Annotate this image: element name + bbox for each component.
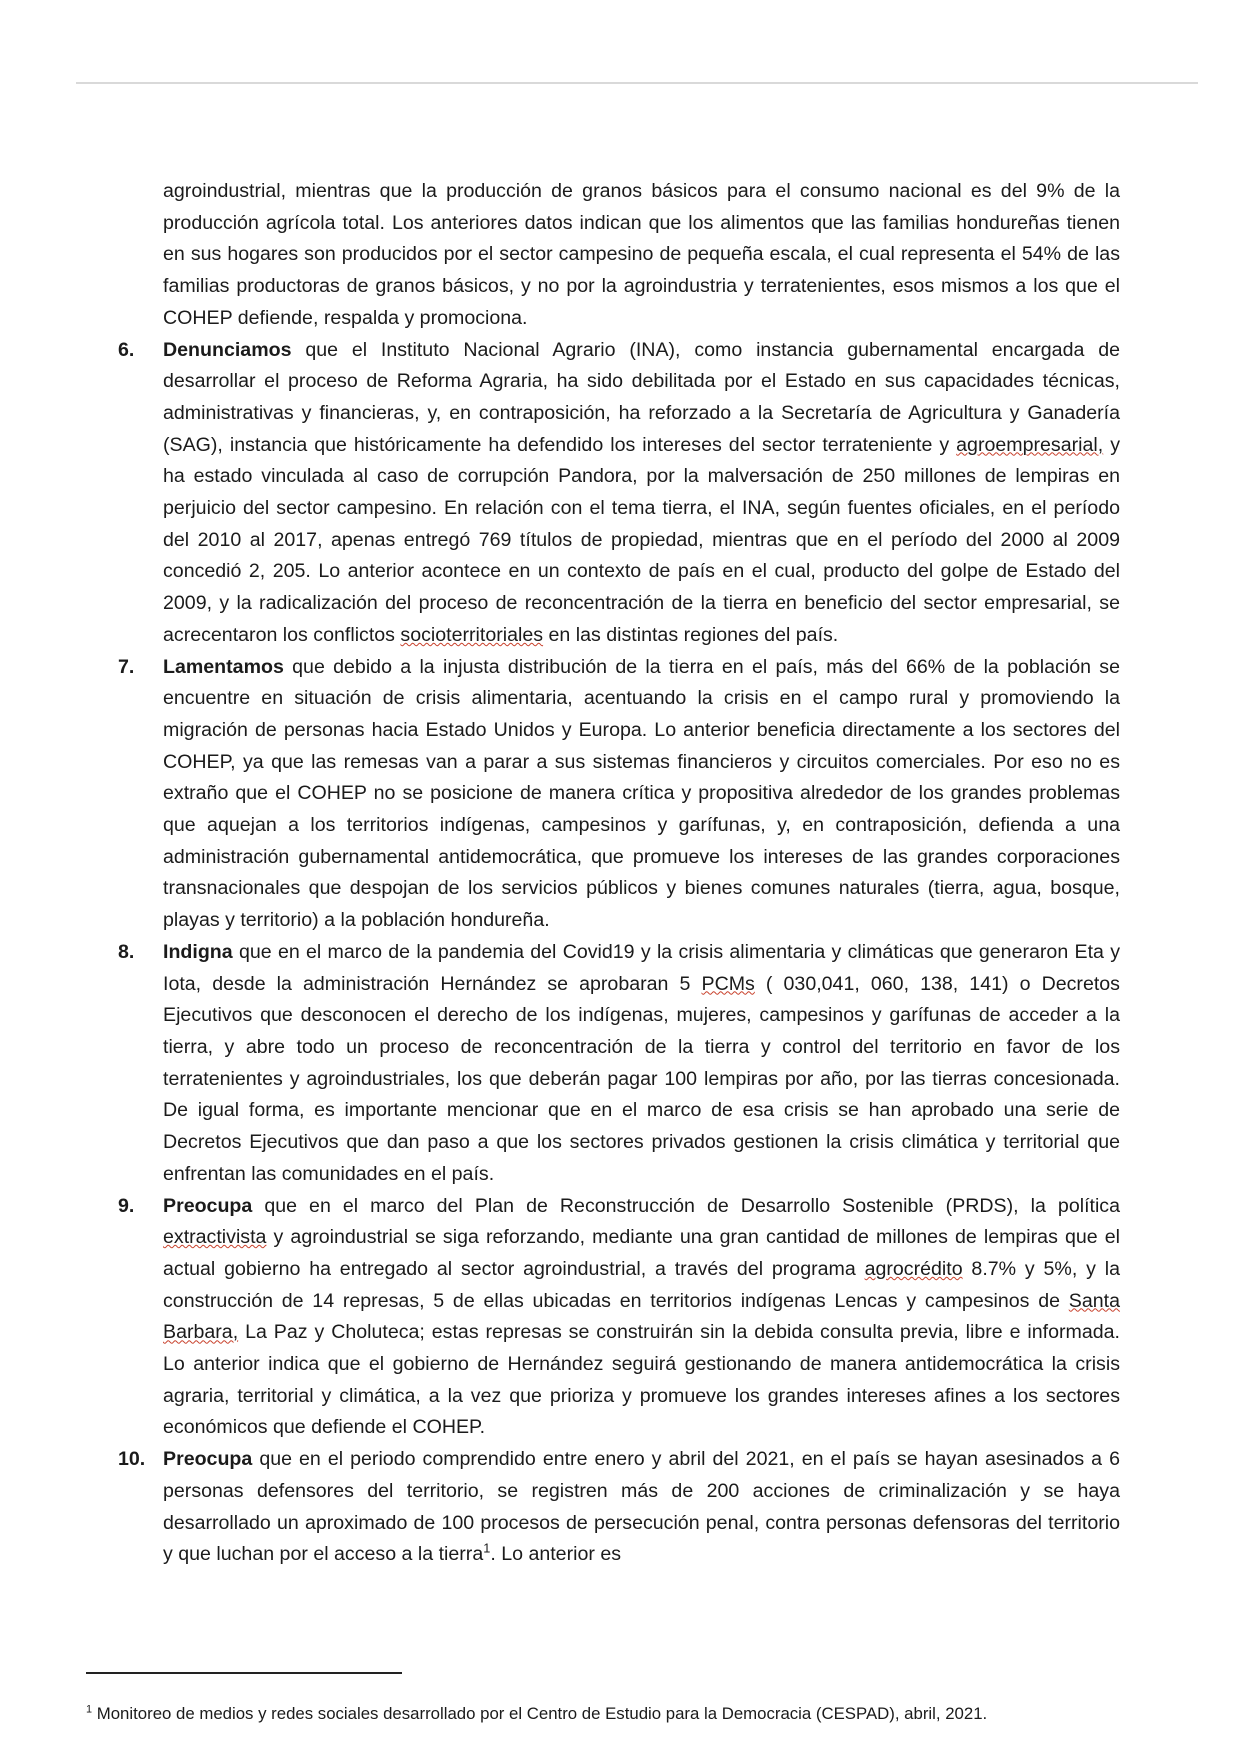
document-body [118,176,1120,1571]
item-lead: Preocupa [163,1448,253,1471]
item-text [163,335,1120,652]
footnote-reference[interactable]: 1 [483,1540,491,1556]
item-text-run: ( 030,041, 060, 138, 141) o Decretos Ejecutivos que desconocen el derecho de los indígenas, mujeres, campesinos y garífunas de acceder a la tierra, y abre todo un proceso de reconcentración de la tierra y control del territorio en favor de los terratenientes y agroindustriales, los que deberán pagar 100 lempiras por año, por las tierras concesionada. De igual forma, es importante mencionar que en el marco de esa crisis se han aprobado una serie de Decretos Ejecutivos que dan paso a que los sectores privados gestionen la crisis climática y territorial que enfrentan las comunidades en el país. [163,972,1120,1185]
spellcheck-word: agrocrédito [864,1257,963,1280]
list-item-7 [118,652,1120,937]
intro-paragraph: agroindustrial, mientras que la producción de granos básicos para el consumo nacional es del 9% de la producción agrícola total. Los anteriores datos indican que los alimentos que las familias hondureñas tienen en sus hogares son producidos por el sector campesino de pequeña escala, el cual representa el 54% de las familias productoras de granos básicos, y no por la agroindustria y terratenientes, esos mismos a los que el COHEP defiende, respalda y promociona. [163,180,1120,329]
item-text [163,1444,1120,1571]
item-text [163,937,1120,1191]
item-text-run: y ha estado vinculada al caso de corrupción Pandora, por la malversación de 250 millones de lempiras en perjuicio del sector campesino. En relación con el tema tierra, el INA, según fuentes oficiales, en el período del 2010 al 2017, apenas entregó 769 títulos de propiedad, mientras que en el período del 2000 al 2009 concedió 2, 205. Lo anterior acontece en un contexto de país en el cual, producto del golpe de Estado del 2009, y la radicalización del proceso de reconcentración de la tierra en beneficio del sector empresarial, se acrecentaron los conflictos [163,433,1120,646]
item-number: 9. [118,1194,135,1217]
item-text-run: . Lo anterior es [490,1543,622,1566]
item-text-run: que el Instituto Nacional Agrario (INA), como instancia gubernamental encargada de desarrollar el proceso de Reforma Agraria, ha sido debilitada por el Estado en sus capacidades técnicas, administrativas y financieras, y, en contraposición, ha reforzado a la Secretaría de Agricultura y Ganadería (SAG), instancia que históricamente ha defendido los intereses del sector terrateniente y [163,338,1120,456]
spellcheck-word: socioterritoriales [400,623,544,646]
top-rule [76,82,1198,84]
item-lead: Indigna [163,940,233,963]
item-text-run: que en el marco de la pandemia del Covid19 y la crisis alimentaria y climáticas que generaron Eta y Iota, desde la administración Hernández se aprobaran 5 [163,940,1120,995]
footnote-separator [86,1672,402,1674]
item-text-run: en las distintas regiones del país. [543,623,839,646]
list-item-8 [118,937,1120,1191]
list-item-10 [118,1444,1120,1571]
item-number: 7. [118,655,135,678]
item-lead: Preocupa [163,1194,253,1217]
item-number: 8. [118,940,135,963]
item-text-run: que debido a la injusta distribución de la tierra en el país, más del 66% de la población se encuentre en situación de crisis alimentaria, acentuando la crisis en el campo rural y promoviendo la migración de personas hacia Estado Unidos y Europa. Lo anterior beneficia directamente a los sectores del COHEP, ya que las remesas van a parar a sus sistemas financieros y circuitos comerciales. Por eso no es extraño que el COHEP no se posicione de manera crítica y propositiva alrededor de los grandes problemas que aquejan a los territorios indígenas, campesinos y garífunas, y, en contraposición, defienda a una administración gubernamental antidemocrática, que promueve los intereses de las grandes corporaciones transnacionales que despojan de los servicios públicos y bienes comunes naturales (tierra, agua, bosque, playas y territorio) a la población hondureña. [163,655,1120,932]
list-item-6 [118,335,1120,652]
item-lead: Denunciamos [163,338,292,361]
footnote-marker: 1 [86,1703,93,1716]
item-text-run: y agroindustrial se siga reforzando, mediante una gran cantidad de millones de lempiras que el actual gobierno ha entregado al sector agroindustrial, a través del programa [163,1226,1120,1280]
item-number: 10. [118,1448,146,1471]
footnote-text: Monitoreo de medios y redes sociales desarrollado por el Centro de Estudio para la Democracia (CESPAD), abril, 2021. [92,1703,988,1723]
item-number: 6. [118,338,135,361]
spellcheck-word: agroempresarial, [956,433,1104,456]
spellcheck-word: extractivista [163,1226,267,1249]
item-text-run: que en el periodo comprendido entre enero y abril del 2021, en el país se hayan asesinados a 6 personas defensores del territorio, se registren más de 200 acciones de criminalización y se haya desarrollado un aproximado de 100 procesos de persecución penal, contra personas defensoras del territorio y que luchan por el acceso a la tierra [163,1448,1120,1566]
footnote [86,1700,1121,1727]
spellcheck-word: Santa Barbara, [163,1289,1120,1344]
item-lead: Lamentamos [163,655,284,678]
item-text [163,1191,1120,1445]
spellcheck-word: PCMs [701,972,755,995]
item-text-run: La Paz y Choluteca; estas represas se construirán sin la debida consulta previa, libre e informada. Lo anterior indica que el gobierno de Hernández seguirá gestionando de manera antidemocrática la crisis agraria, territorial y climática, a la vez que prioriza y promueve los grandes intereses afines a los sectores económicos que defiende el COHEP. [163,1321,1120,1439]
item-text-run: 8.7% y 5%, y la construcción de 14 represas, 5 de ellas ubicadas en territorios indígenas Lencas y campesinos de [163,1257,1120,1312]
item-text [163,652,1120,937]
list-item-9 [118,1191,1120,1445]
item-text-run: que en el marco del Plan de Reconstrucción de Desarrollo Sostenible (PRDS), la política [252,1194,1120,1217]
